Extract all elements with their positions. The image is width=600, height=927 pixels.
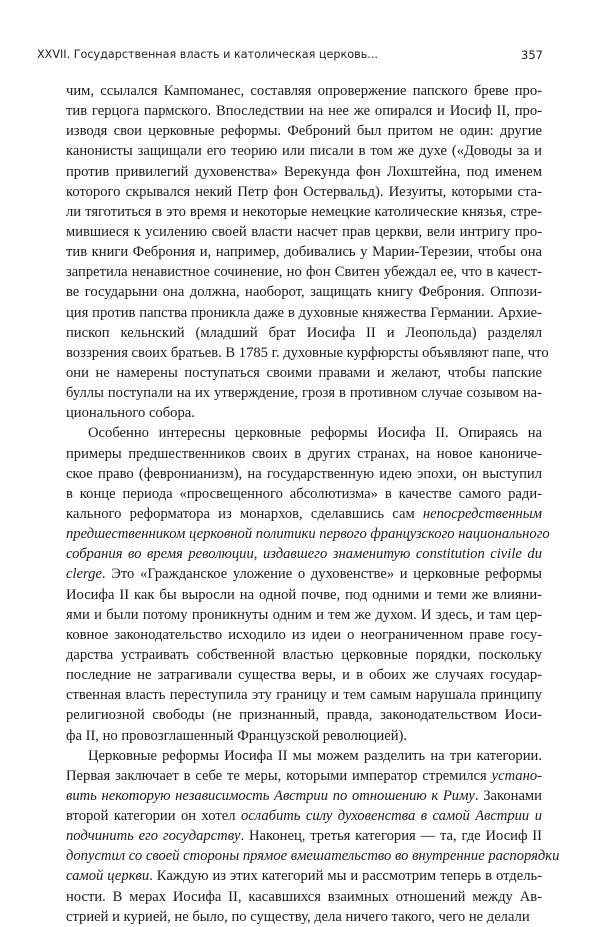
text-run: ли тяготиться в это время и некоторые немецкие католические князья, стре- [66, 203, 542, 220]
text-run: . Законами [474, 787, 542, 804]
text-run: . Каждую из этих категорий мы и рассмотрим теперь в отдель- [149, 868, 542, 885]
italic-text: самой церкви [66, 868, 150, 885]
text-run: против привилегий духовенства» Верекунда фон Лохштейна, под именем [66, 163, 542, 180]
text-line [66, 262, 542, 282]
text-run: запретила ненавистное сочинение, но фон Свитен убеждал ее, что в качест- [66, 264, 542, 281]
italic-text: предшественником церковной политики первого французского национального [66, 526, 550, 543]
text-run: дарства устраивать собственной властью церковные порядки, поскольку [66, 646, 542, 663]
text-run: фа II, но провозглашенный Французской революцией). [66, 727, 408, 744]
text-line [66, 685, 542, 705]
text-line [66, 504, 542, 524]
text-line [66, 605, 542, 625]
italic-text: clerge [66, 566, 102, 583]
text-run: которого скрывался некий Петр фон Остервальд). Иезуиты, которыми ста- [66, 183, 542, 200]
text-run: Особенно интересны церковные реформы Иосифа II. Опираясь на [88, 425, 542, 442]
text-run: религиозной свободы (не признанный, правда, законодательством Иоси- [66, 707, 542, 724]
text-line [66, 524, 550, 544]
text-run: . Это «Гражданское уложение о духовенстве» и церковные реформы [101, 566, 542, 583]
text-run: ционального собора. [66, 405, 195, 422]
text-line [66, 705, 542, 725]
text-run: в конце периода «просвещенного абсолютизма» в качестве самого ради- [66, 485, 542, 502]
text-run: ями и были потому проникнуты одним и тем же духом. И здесь, и там цер- [66, 606, 542, 623]
text-run: тив герцога пармского. Впоследствии на нее же опирался и Иосиф II, про- [66, 103, 542, 120]
text-run: канонисты защищали его теорию или писали в том же духе («Доводы за и [66, 143, 542, 160]
paragraph [66, 746, 560, 927]
text-run: ственная власть переступила эту границу и тем самым нарушала принципу [66, 687, 542, 704]
text-line [66, 222, 542, 242]
text-line [66, 423, 542, 443]
text-run: Первая заключает в себе те меры, которыми император стремился [66, 767, 492, 784]
text-line [66, 282, 542, 302]
italic-text: устано- [491, 767, 542, 784]
paragraph [66, 423, 550, 745]
text-line [66, 846, 560, 866]
text-run: ция против папства проникла даже в духовные княжества Германии. Архие- [66, 304, 542, 321]
text-line [66, 444, 542, 464]
italic-text: допустил со своей стороны прямое вмешательство во внутренние распорядки [66, 848, 560, 865]
text-run: кального реформатора из монархов, сделавшись сам [66, 505, 423, 522]
text-line [66, 645, 542, 665]
text-line [66, 786, 542, 806]
text-line [66, 625, 542, 645]
text-run: воззрения своих братьев. В 1785 г. духовные курфюрсты объявляют папе, что [66, 344, 549, 361]
text-line [66, 826, 542, 846]
text-line [66, 202, 542, 222]
text-line [66, 585, 542, 605]
text-run: примеры предшественников своих в других странах, на новое канониче- [66, 445, 542, 462]
text-run: стрией и курией, не было, по существу, дела ничего такого, чего не делали [66, 908, 530, 925]
page-number: 357 [521, 48, 543, 62]
text-line [66, 81, 542, 101]
text-run: , [253, 546, 263, 563]
text-line [66, 726, 542, 746]
text-line [66, 101, 542, 121]
text-run: ковное законодательство исходило из идеи о неограниченном праве госу- [66, 626, 542, 643]
page-header [37, 48, 545, 68]
text-line [66, 141, 542, 161]
italic-text: непосредственным [422, 505, 542, 522]
text-line [66, 746, 542, 766]
italic-text: издавшего знаменитую constitution civile du [262, 546, 543, 563]
text-line [66, 121, 542, 141]
body-text [66, 81, 560, 927]
text-line [66, 806, 542, 826]
text-line [66, 323, 542, 343]
text-line [66, 907, 542, 927]
paragraph [66, 81, 549, 423]
text-run: ское право (февронианизм), на государственную идею эпохи, он выступил [66, 465, 542, 482]
text-line [66, 363, 542, 383]
text-line [66, 303, 542, 323]
text-run: второй категории он хотел [66, 808, 241, 825]
text-line [66, 866, 542, 886]
text-line [66, 343, 549, 363]
text-line [66, 162, 542, 182]
italic-text: подчинить его государству [66, 828, 241, 845]
text-line [66, 564, 542, 584]
text-line [66, 665, 542, 685]
text-line [66, 766, 542, 786]
text-line [66, 182, 542, 202]
text-run: изводя свои церковные реформы. Феброний был притом не один: другие [66, 123, 542, 140]
text-run: мившиеся к усилению своей власти насчет прав церкви, вели интригу про- [66, 223, 542, 240]
text-line [66, 464, 542, 484]
running-title: XXVII. Государственная власть и католическая церковь... [37, 48, 378, 61]
text-run: Иосифа II как бы выросли на одной почве, под одними и теми же влияни- [66, 586, 542, 603]
text-run: тив книги Феброния и, например, добивались у Марии-Терезии, чтобы она [66, 244, 542, 261]
text-run: последние не затрагивали существа веры, и в обоих же случаях государ- [66, 667, 542, 684]
text-run: Церковные реформы Иосифа II мы можем разделить на три категории. [88, 747, 542, 764]
text-line [66, 242, 542, 262]
text-run: ве государыни она должна, наоборот, защищать книгу Феброния. Оппози- [66, 284, 542, 301]
italic-text: вить некоторую независимость Австрии по отношению к Риму [66, 787, 475, 804]
text-line [66, 484, 542, 504]
text-run: буллы поступали на их утверждение, грозя в противном случае созывом на- [66, 385, 542, 402]
text-line [66, 403, 542, 423]
text-run: чим, ссылался Кампоманес, составляя опровержение папского бреве про- [66, 83, 542, 99]
text-run: ности. В мерах Иосифа II, касавшихся взаимных отношений между Ав- [66, 888, 542, 905]
italic-text: собрания во время революции [66, 546, 254, 563]
text-run: они не намерены поступаться своими правами и желают, чтобы папские [66, 364, 542, 381]
text-run: . Наконец, третья категория — та, где Иосиф II [240, 828, 542, 845]
text-line [66, 383, 542, 403]
text-run: пископ кельнский (младший брат Иосифа II и Леопольда) разделял [66, 324, 542, 341]
italic-text: ослабить силу духовенства в самой Австрии и [241, 808, 542, 825]
text-line [66, 544, 542, 564]
